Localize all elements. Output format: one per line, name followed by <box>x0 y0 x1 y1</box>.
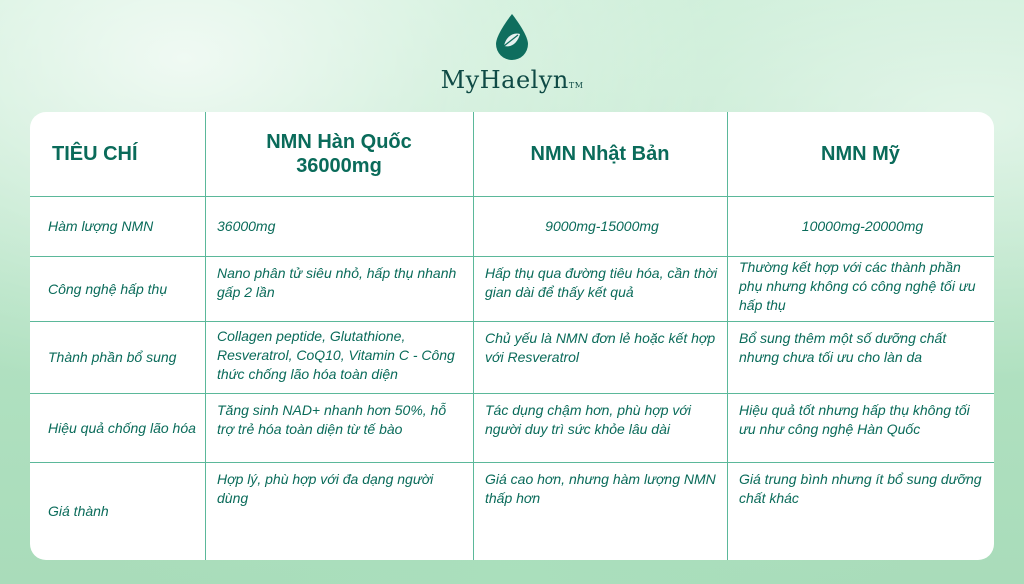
value-japan-absorption: Hấp thụ qua đường tiêu hóa, cần thời gian dài để thấy kết quả <box>485 265 718 300</box>
criterion-price: Giá thành <box>48 503 109 519</box>
value-korea-absorption: Nano phân tử siêu nhỏ, hấp thụ nhanh gấp 2 lần <box>217 265 457 300</box>
water-drop-leaf-icon <box>492 12 532 62</box>
value-japan-ingredients: Chủ yếu là NMN đơn lẻ hoặc kết hợp với Resveratrol <box>485 330 716 365</box>
criterion-nmn-content: Hàm lượng NMN <box>48 218 154 234</box>
value-usa-ingredients: Bổ sung thêm một số dưỡng chất nhưng chưa tối ưu cho làn da <box>739 330 947 365</box>
value-japan-price: Giá cao hơn, nhưng hàm lượng NMN thấp hơn <box>485 471 716 506</box>
brand-name: MyHaelynTM <box>440 66 584 94</box>
value-japan-content: 9000mg-15000mg <box>545 217 659 234</box>
criterion-anti-aging: Hiệu quả chống lão hóa <box>48 419 196 436</box>
value-usa-price: Giá trung bình nhưng ít bổ sung dưỡng chất khác <box>739 471 982 506</box>
value-korea-content: 36000mg <box>217 217 276 234</box>
header-korea: NMN Hàn Quốc 36000mg <box>266 131 412 177</box>
value-usa-absorption: Thường kết hợp với các thành phần phụ nhưng không có công nghệ tối ưu hấp thụ <box>739 259 976 313</box>
value-korea-anti-aging: Tăng sinh NAD+ nhanh hơn 50%, hỗ trợ trẻ hóa toàn diện từ tế bào <box>217 402 447 437</box>
criterion-absorption: Công nghệ hấp thụ <box>48 280 168 297</box>
brand-logo <box>0 12 1024 94</box>
value-usa-content: 10000mg-20000mg <box>801 217 924 234</box>
header-usa: NMN Mỹ <box>821 143 900 165</box>
value-korea-price: Hợp lý, phù hợp với đa dạng người dùng <box>217 471 434 506</box>
criterion-ingredients: Thành phần bổ sung <box>48 349 177 365</box>
value-usa-anti-aging: Hiệu quả tốt nhưng hấp thụ không tối ưu như công nghệ Hàn Quốc <box>739 402 970 437</box>
value-korea-ingredients: Collagen peptide, Glutathione, Resveratrol, CoQ10, Vitamin C - Công thức chống lão hóa toàn diện <box>217 328 455 382</box>
header-japan: NMN Nhật Bản <box>530 143 670 165</box>
value-japan-anti-aging: Tác dụng chậm hơn, phù hợp với người duy trì sức khỏe lâu dài <box>485 402 691 437</box>
comparison-table <box>30 112 994 560</box>
header-criteria: TIÊU CHÍ <box>52 143 138 165</box>
